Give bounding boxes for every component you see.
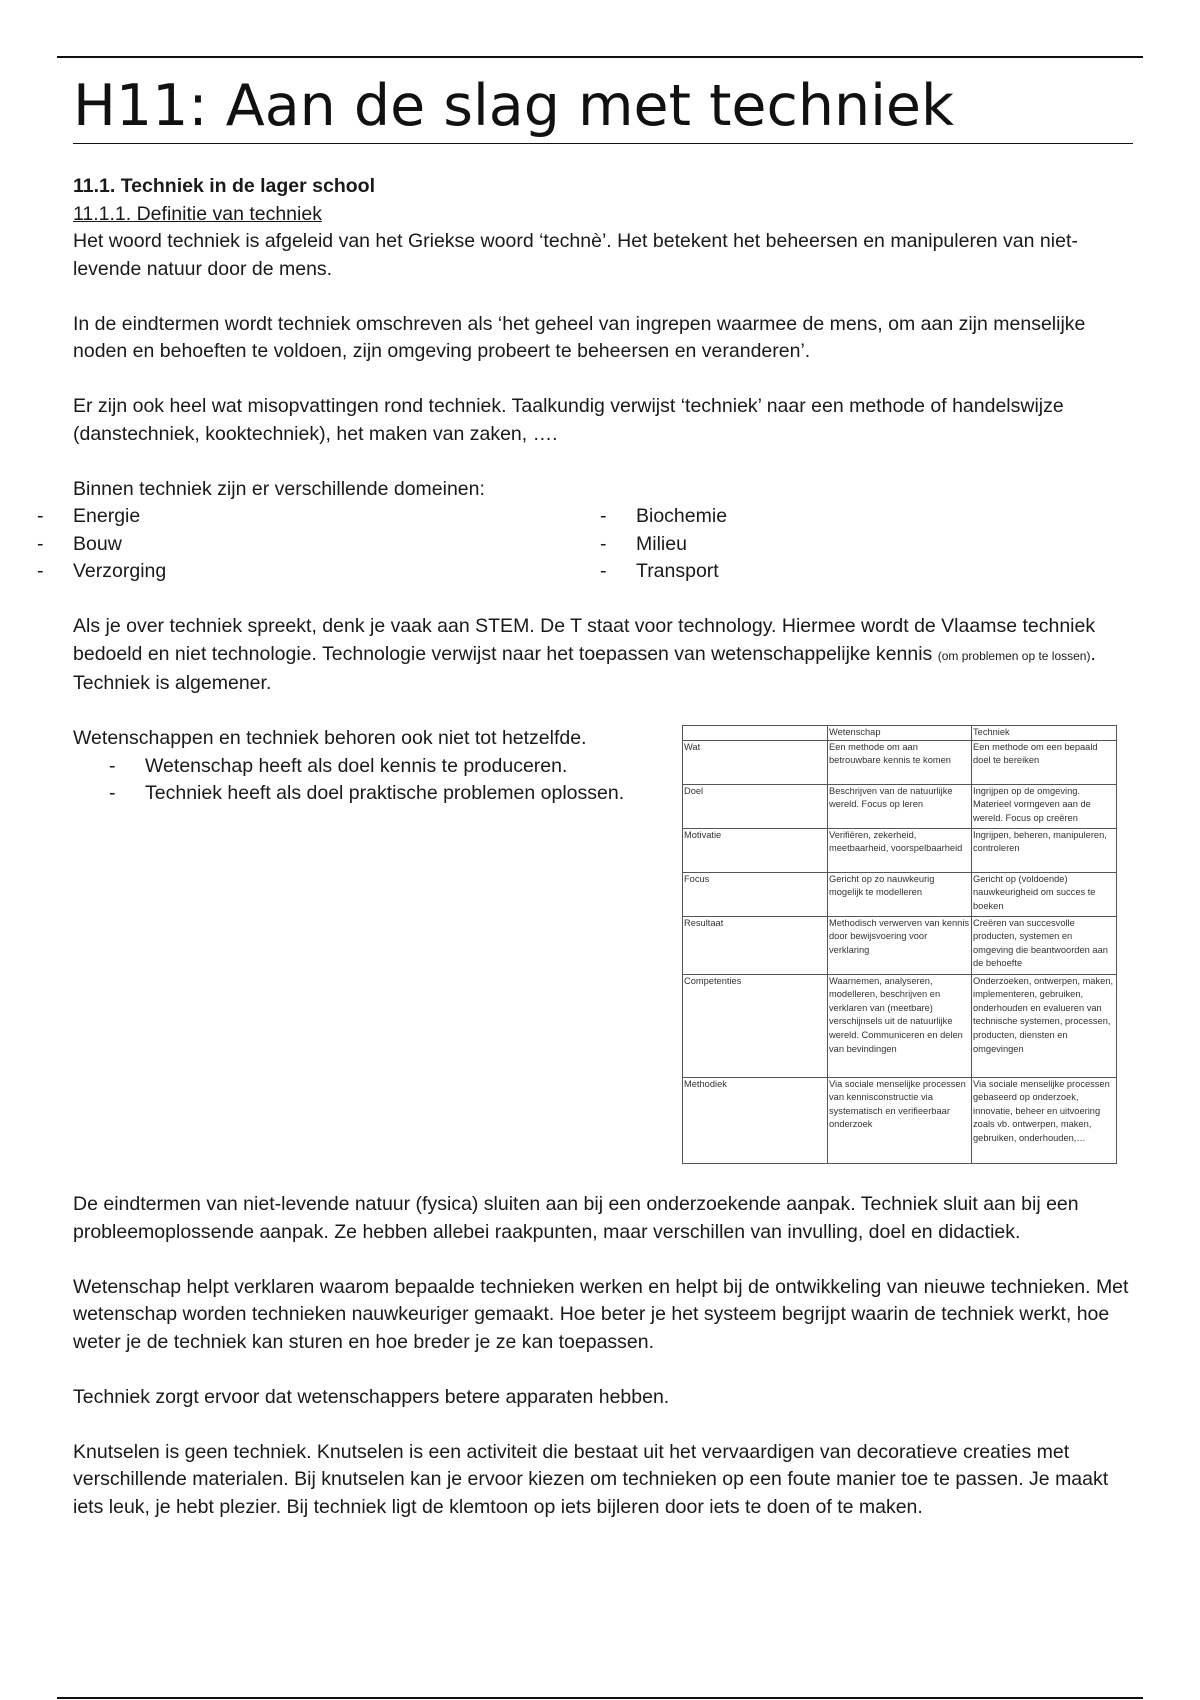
table-cell: Focus — [683, 872, 828, 916]
table-header-wetenschap: Wetenschap — [828, 726, 972, 741]
document-title: H11: Aan de slag met techniek — [73, 60, 1133, 144]
table-row — [683, 872, 1117, 916]
comparison-table — [682, 725, 1117, 1164]
table-row — [683, 828, 1117, 872]
list-item: - Biochemie — [600, 505, 728, 527]
list-item: - Techniek heeft als doel praktische problemen oplossen. — [109, 782, 625, 804]
wt-bullet-list — [73, 753, 673, 808]
table-cell: Een methode om een bepaald doel te bereiken — [972, 740, 1117, 784]
list-item: - Energie — [37, 505, 141, 527]
table-cell: Ingrijpen, beheren, manipuleren, controleren — [972, 828, 1117, 872]
table-cell: Gericht op (voldoende) nauwkeurigheid om succes te boeken — [972, 872, 1117, 916]
document-page — [37, 60, 1133, 1521]
paragraph-misopvattingen: Er zijn ook heel wat misopvattingen rond techniek. Taalkundig verwijst ‘techniek’ naar een methode of handelswijze (danstechniek, kooktechniek), het maken van zaken, …. — [73, 395, 1064, 445]
paragraph-eindtermen: In de eindtermen wordt techniek omschreven als ‘het geheel van ingrepen waarmee de mens, om aan zijn menselijke noden en behoeften te voldoen, zijn omgeving probeert te beheersen en veranderen’. — [73, 312, 1086, 362]
paragraph-definition: Het woord techniek is afgeleid van het Griekse woord ‘technè’. Het betekent het beheersen en manipuleren van niet-levende natuur door de mens. — [73, 230, 1078, 280]
table-cell: Verifiëren, zekerheid, meetbaarheid, voorspelbaarheid — [828, 828, 972, 872]
bottom-rule — [57, 1697, 1143, 1699]
paragraph-stem: Als je over techniek spreekt, denk je vaak aan STEM. De T staat voor technology. Hiermee wordt de Vlaamse techniek bedoeld en niet technologie. Technologie verwijst naar het toepassen van wetenschappelijke kennis (om problemen op te lossen). Techniek is algemener. — [73, 615, 1096, 694]
table-cell: Resultaat — [683, 916, 828, 974]
paragraph-fysica: De eindtermen van niet-levende natuur (fysica) sluiten aan bij een onderzoekende aanpak. Techniek sluit aan bij een probleemoplossende aanpak. Ze hebben allebei raakpunten, maar verschillen van invulling, doel en didactiek. — [73, 1193, 1079, 1243]
table-row — [683, 1077, 1117, 1163]
table-header-row — [683, 726, 1117, 741]
table-row — [683, 740, 1117, 784]
subsection-heading: 11.1.1. Definitie van techniek — [73, 202, 322, 225]
list-item: - Verzorging — [37, 560, 167, 582]
list-item: - Wetenschap heeft als doel kennis te produceren. — [109, 754, 568, 777]
section-heading: 11.1. Techniek in de lager school — [73, 175, 376, 197]
paragraph-wetenschap: Wetenschap helpt verklaren waarom bepaalde technieken werken en helpt bij de ontwikkeling van nieuwe technieken. Met wetenschap worden technieken nauwkeuriger gemaakt. Hoe beter je het systeem begrijpt waarin de techniek werkt, hoe weter je de techniek kan sturen en hoe breder je ze kan toepassen. — [73, 1275, 1129, 1353]
table-row — [683, 784, 1117, 828]
table-cell: Competenties — [683, 974, 828, 1077]
paragraph-wt-intro: Wetenschappen en techniek behoren ook niet tot hetzelfde. — [73, 727, 587, 749]
table-cell: Via sociale menselijke processen gebaseerd op onderzoek, innovatie, beheer en uitvoering zoals vb. ontwerpen, maken, gebruiken, onderhouden,… — [972, 1077, 1117, 1163]
table-cell: Ingrijpen op de omgeving. Materieel vormgeven aan de wereld. Focus op creëren — [972, 784, 1117, 828]
table-row — [683, 916, 1117, 974]
table-cell: Via sociale menselijke processen van kennisconstructie via systematisch en verifieerbaar onderzoek — [828, 1077, 972, 1163]
list-item: - Transport — [600, 560, 719, 582]
table-header-techniek: Techniek — [972, 726, 1117, 741]
paragraph-knutselen: Knutselen is geen techniek. Knutselen is een activiteit die bestaat uit het vervaardigen van decoratieve creaties met verschillende materialen. Bij knutselen kan je ervoor kiezen om technieken op een foute manier toe te passen. Je maakt iets leuk, je hebt plezier. Bij techniek ligt de klemtoon op iets bijleren door iets te doen of te maken. — [73, 1440, 1109, 1518]
top-rule — [57, 56, 1143, 58]
list-item: - Milieu — [600, 532, 687, 555]
table-cell: Motivatie — [683, 828, 828, 872]
paragraph-apparaten: Techniek zorgt ervoor dat wetenschappers betere apparaten hebben. — [73, 1385, 670, 1408]
table-cell: Doel — [683, 784, 828, 828]
table-cell: Onderzoeken, ontwerpen, maken, implementeren, gebruiken, onderhouden en evalueren van technische systemen, processen, producten, diensten en omgevingen — [972, 974, 1117, 1077]
science-technology-block — [73, 725, 1133, 1191]
table-cell: Methodiek — [683, 1077, 828, 1163]
table-cell: Creëren van succesvolle producten, systemen en omgeving die beantwoorden aan de behoefte — [972, 916, 1117, 974]
domain-list — [37, 503, 1133, 586]
table-cell — [683, 726, 828, 741]
table-cell: Waarnemen, analyseren, modelleren, beschrijven en verklaren van (meetbare) verschijnsels uit de natuurlijke wereld. Communiceren en delen van bevindingen — [828, 974, 972, 1077]
table-cell: Wat — [683, 740, 828, 784]
list-item: - Bouw — [37, 532, 122, 555]
table-cell: Gericht op zo nauwkeurig mogelijk te modelleren — [828, 872, 972, 916]
table-cell: Beschrijven van de natuurlijke wereld. Focus op leren — [828, 784, 972, 828]
paragraph-domains-intro: Binnen techniek zijn er verschillende domeinen: — [73, 477, 485, 500]
table-row — [683, 974, 1117, 1077]
table-cell: Methodisch verwerven van kennis door bewijsvoering voor verklaring — [828, 916, 972, 974]
table-cell: Een methode om aan betrouwbare kennis te komen — [828, 740, 972, 784]
